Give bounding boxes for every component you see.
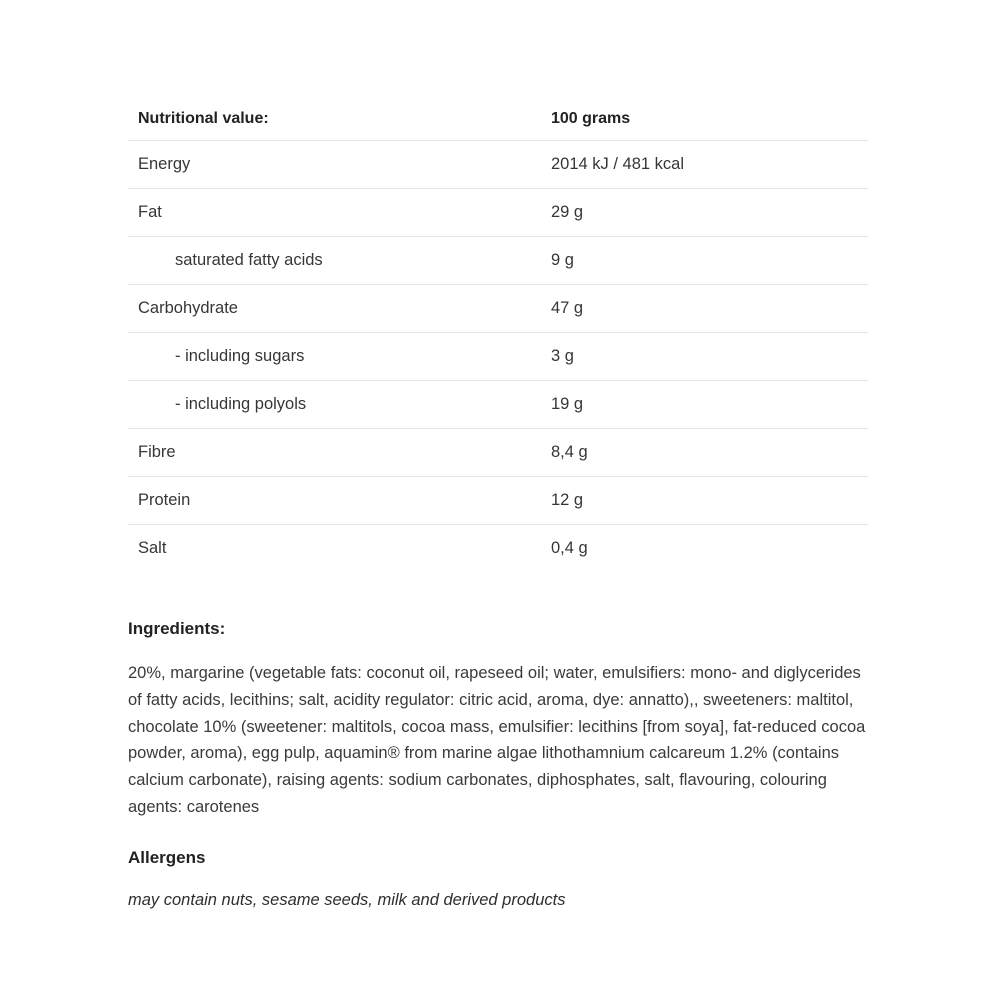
table-row: [128, 333, 868, 381]
row-value: 47 g: [551, 299, 584, 317]
row-value: 9 g: [551, 251, 574, 269]
table-row: [128, 477, 868, 525]
nutrition-table: [128, 97, 868, 572]
table-row: [128, 237, 868, 285]
row-value: 8,4 g: [551, 443, 588, 461]
ingredients-heading: Ingredients:: [128, 619, 226, 638]
row-value: 3 g: [551, 347, 574, 365]
table-row: [128, 381, 868, 429]
ingredients-section: [128, 618, 868, 821]
ingredients-text: 20%, margarine (vegetable fats: coconut oil, rapeseed oil; water, emulsifiers: mono- and diglycerides of fatty acids, lecithins; salt, acidity regulator: citric acid, aroma, dye: annatto),, sweeteners: maltitol, chocolate 10% (sweetener: maltitols, cocoa mass, emulsifier: lecithins [from soya], fat-reduced cocoa powder, aroma), egg pulp, aquamin® from marine algae lithothamnium calcareum 1.2% (contains calcium carbonate), raising agents: sodium carbonates, diphosphates, salt, flavouring, colouring agents: carotenes: [128, 664, 866, 816]
table-header-row: [128, 97, 868, 141]
table-row: [128, 189, 868, 237]
row-value: 19 g: [551, 395, 584, 413]
allergens-text: may contain nuts, sesame seeds, milk and derived products: [128, 890, 566, 909]
row-value: 29 g: [551, 203, 584, 221]
table-row: [128, 141, 868, 189]
row-label: saturated fatty acids: [175, 251, 323, 269]
row-label: Fibre: [138, 443, 176, 461]
row-label: Protein: [138, 491, 191, 509]
row-value: 0,4 g: [551, 539, 588, 557]
row-label: Carbohydrate: [138, 299, 238, 317]
table-body: [128, 141, 868, 572]
table-header-value: 100 grams: [551, 109, 631, 127]
table-row: [128, 525, 868, 572]
row-label: Fat: [138, 203, 162, 221]
row-value: 2014 kJ / 481 kcal: [551, 155, 684, 173]
product-nutrition-section: [128, 97, 868, 911]
row-label: - including polyols: [175, 395, 307, 413]
table-row: [128, 285, 868, 333]
allergens-section: [128, 847, 868, 911]
row-value: 12 g: [551, 491, 584, 509]
row-label: - including sugars: [175, 347, 305, 365]
row-label: Energy: [138, 155, 191, 173]
table-row: [128, 429, 868, 477]
allergens-heading: Allergens: [128, 847, 206, 867]
row-label: Salt: [138, 539, 167, 557]
table-header-label: Nutritional value:: [138, 109, 269, 127]
